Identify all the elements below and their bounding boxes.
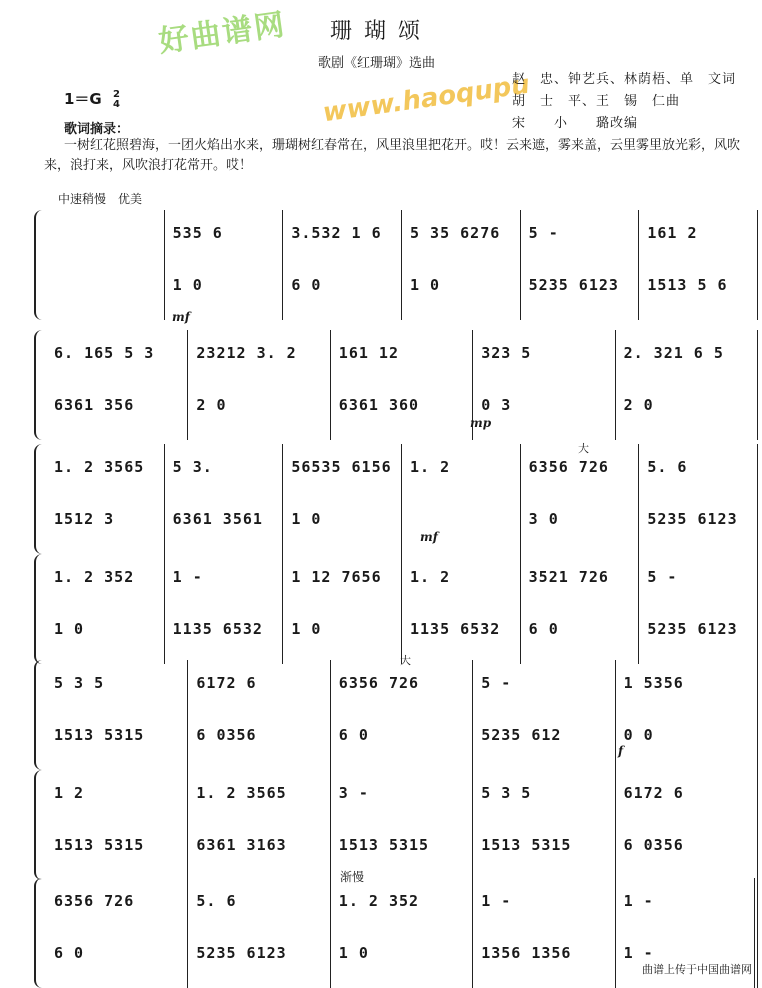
accent-big: 大 <box>400 654 411 667</box>
measure <box>616 330 758 440</box>
footer-note: 曲谱上传于中国曲谱网 <box>642 963 752 976</box>
system-brace <box>34 554 46 664</box>
time-top: 2 <box>112 88 120 100</box>
upper-notes: 56535 6156 <box>291 458 392 476</box>
system-brace <box>34 878 46 988</box>
measure <box>521 554 640 664</box>
measure <box>46 210 165 320</box>
lower-notes: 1513 5 6 <box>647 276 728 294</box>
lower-notes: 5235 6123 <box>647 620 738 638</box>
upper-notes: 323 5 <box>481 344 532 362</box>
upper-notes: 6356 726 <box>54 892 135 910</box>
lower-notes: 5235 6123 <box>647 510 738 528</box>
lower-notes: 1 0 <box>291 510 322 528</box>
measure <box>639 210 758 320</box>
measure <box>165 444 284 554</box>
lower-notes: 1513 5315 <box>54 726 145 744</box>
measure <box>402 210 521 320</box>
upper-notes: 6356 726 <box>338 674 420 692</box>
upper-notes: 1 - <box>623 892 654 910</box>
system-brace <box>34 330 46 440</box>
lyrics-label: 歌词摘录： <box>64 122 130 137</box>
upper-notes: 161 12 <box>338 344 399 362</box>
credit-arranger: 宋 小 璐改编 <box>512 116 639 131</box>
lower-notes: 5235 612 <box>481 726 562 744</box>
upper-notes: 1. 2 3565 <box>54 458 145 476</box>
measure <box>473 660 615 770</box>
dynamic-mf: mf <box>172 310 190 324</box>
lower-notes: 1 0 <box>172 276 203 294</box>
measure <box>473 770 615 880</box>
accent-big: 大 <box>578 442 589 455</box>
lower-notes: 1135 6532 <box>172 620 263 638</box>
upper-notes: 2. 321 6 5 <box>623 344 724 362</box>
lower-notes: 1 0 <box>410 276 441 294</box>
lower-notes: 6361 356 <box>54 396 135 414</box>
upper-notes: 23212 3. 2 <box>196 344 297 362</box>
lower-notes: 6 0 <box>338 726 369 744</box>
upper-notes: 3521 726 <box>528 568 609 586</box>
lower-notes: 1512 3 <box>54 510 115 528</box>
dynamic-f: f <box>618 744 624 758</box>
upper-notes: 5. 6 <box>196 892 237 910</box>
measure <box>521 210 640 320</box>
upper-notes: 5 - <box>481 674 512 692</box>
measure <box>473 878 615 988</box>
upper-notes: 161 2 <box>647 224 698 242</box>
upper-notes: 1 5356 <box>623 674 684 692</box>
measure <box>331 878 473 988</box>
upper-notes: 5 3. <box>172 458 213 476</box>
upper-notes: 5 35 6276 <box>410 224 501 242</box>
measure <box>46 878 188 988</box>
lower-notes: 1 - <box>623 944 654 962</box>
dynamic-mp: mp <box>470 416 492 430</box>
measure <box>639 554 758 664</box>
lower-notes: 6361 360 <box>338 396 420 414</box>
upper-notes: 5 3 5 <box>54 674 105 692</box>
system-brace <box>34 444 46 554</box>
measure <box>639 444 758 554</box>
lower-notes: 1356 1356 <box>481 944 572 962</box>
staff-system <box>34 770 758 880</box>
measure <box>521 444 640 554</box>
tempo-marking: 中速稍慢 优美 <box>58 192 143 206</box>
system-brace <box>34 660 46 770</box>
measure <box>188 330 330 440</box>
lower-notes: 6 0 <box>54 944 85 962</box>
measure <box>331 330 473 440</box>
staff-system <box>34 660 758 770</box>
system-brace <box>34 210 46 320</box>
dynamic-mf: mf <box>420 530 438 544</box>
credit-lyrics: 赵 忠、钟艺兵、林荫梧、单 文词 <box>512 72 737 87</box>
upper-notes: 1 - <box>481 892 512 910</box>
lower-notes: 0 3 <box>481 396 512 414</box>
upper-notes: 6. 165 5 3 <box>54 344 155 362</box>
upper-notes: 535 6 <box>172 224 223 242</box>
upper-notes: 5 - <box>528 224 559 242</box>
upper-notes: 6172 6 <box>196 674 257 692</box>
measure <box>46 770 188 880</box>
measure <box>616 770 758 880</box>
upper-notes: 5. 6 <box>647 458 688 476</box>
measure <box>46 554 165 664</box>
measure <box>331 770 473 880</box>
measure <box>402 554 521 664</box>
measure <box>46 444 165 554</box>
upper-notes: 1. 2 3565 <box>196 784 287 802</box>
lower-notes: 6361 3561 <box>172 510 263 528</box>
lower-notes: 5235 6123 <box>528 276 619 294</box>
upper-notes: 1 12 7656 <box>291 568 382 586</box>
upper-notes: 5 3 5 <box>481 784 532 802</box>
measure <box>283 210 402 320</box>
watermark-text: 好曲谱网 <box>156 7 289 60</box>
measure <box>283 554 402 664</box>
lower-notes: 6361 3163 <box>196 836 287 854</box>
time-bottom: 4 <box>112 98 120 110</box>
lower-notes: 2 0 <box>196 396 227 414</box>
upper-notes: 5 - <box>647 568 678 586</box>
measure <box>473 330 615 440</box>
key-text: 1＝G <box>64 90 102 108</box>
lower-notes: 6 0 <box>528 620 559 638</box>
measure <box>188 660 330 770</box>
upper-notes: 1. 2 352 <box>54 568 135 586</box>
measure <box>46 330 188 440</box>
staff-system <box>34 210 758 320</box>
lower-notes: 1513 5315 <box>54 836 145 854</box>
lower-notes: 1135 6532 <box>410 620 501 638</box>
upper-notes: 1 2 <box>54 784 85 802</box>
upper-notes: 1 - <box>172 568 203 586</box>
lower-notes: 1 0 <box>338 944 369 962</box>
measure <box>165 554 284 664</box>
lower-notes: 6 0356 <box>623 836 684 854</box>
upper-notes: 1. 2 <box>410 568 451 586</box>
staff-system <box>34 554 758 664</box>
measure <box>616 660 758 770</box>
upper-notes: 6356 726 <box>528 458 609 476</box>
ritardando: 渐慢 <box>340 870 365 884</box>
upper-notes: 1. 2 <box>410 458 451 476</box>
staff-system <box>34 444 758 554</box>
system-brace <box>34 770 46 880</box>
lower-notes: 3 0 <box>528 510 559 528</box>
subtitle: 歌剧《红珊瑚》选曲 <box>318 56 436 71</box>
lower-notes: 0 0 <box>623 726 654 744</box>
credit-music: 胡 士 平、王 锡 仁曲 <box>512 94 681 109</box>
lower-notes: 1513 5315 <box>338 836 430 854</box>
lower-notes: 5235 6123 <box>196 944 287 962</box>
upper-notes: 6172 6 <box>623 784 684 802</box>
upper-notes: 3.532 1 6 <box>291 224 382 242</box>
measure <box>283 444 402 554</box>
page-title: 珊瑚颂 <box>329 19 432 44</box>
watermark-url: www.haoqupu <box>320 69 532 129</box>
lower-notes: 1513 5315 <box>481 836 572 854</box>
measure <box>188 770 330 880</box>
measure <box>331 660 473 770</box>
measure <box>46 660 188 770</box>
lower-notes: 2 0 <box>623 396 654 414</box>
lower-notes: 6 0 <box>291 276 322 294</box>
time-signature <box>113 90 120 110</box>
upper-notes: 1. 2 352 <box>338 892 420 910</box>
measure <box>165 210 284 320</box>
key-signature <box>64 88 120 110</box>
lower-notes: 1 0 <box>54 620 85 638</box>
lower-notes: 1 0 <box>291 620 322 638</box>
upper-notes: 3 - <box>338 784 369 802</box>
lyrics-text: 一树红花照碧海，一团火焰出水来，珊瑚树红春常在，风里浪里把花开。哎！云来遮，雾来盖，云里雾里放光彩，风吹来，浪打来，风吹浪打花常开。哎！ <box>44 138 741 173</box>
staff-system <box>34 330 758 440</box>
lower-notes: 6 0356 <box>196 726 257 744</box>
measure <box>188 878 330 988</box>
